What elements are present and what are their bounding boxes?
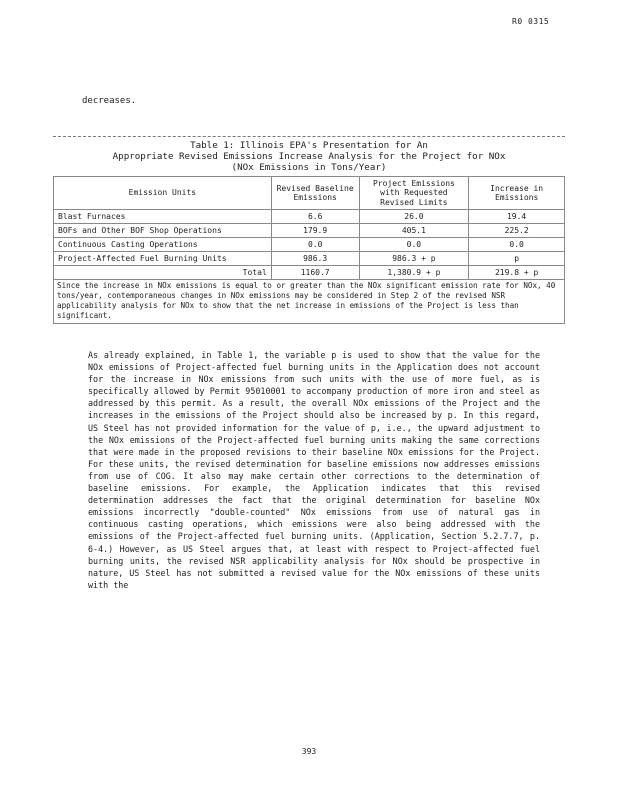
- emissions-table: [53, 176, 565, 280]
- table-top-rule: [53, 136, 565, 137]
- table-row: [54, 252, 565, 266]
- page-id: R0 0315: [512, 17, 550, 26]
- table-total-row: [54, 266, 565, 280]
- table-note: Since the increase in NOx emissions is equal to or greater than the NOx significant emission rate for NOx, 40 tons/year, contemporaneous changes in NOx emissions may be considered in Step 2 of the revised NSR applicability analysis for NOx to show that the net increase in emissions of the Project is less than significant.: [53, 280, 565, 324]
- header-emission-units: Emission Units: [54, 177, 272, 210]
- table-title-line-2: Appropriate Revised Emissions Increase Analysis for the Project for NOx: [112, 151, 506, 162]
- cell-project: 26.0: [359, 210, 469, 224]
- table-title-line-3: (NOx Emissions in Tons/Year): [231, 162, 387, 173]
- cell-unit: Continuous Casting Operations: [54, 238, 272, 252]
- cell-baseline: 179.9: [271, 224, 359, 238]
- total-increase: 219.8 + p: [469, 266, 565, 280]
- table-title: [53, 140, 565, 173]
- body-paragraph: As already explained, in Table 1, the variable p is used to show that the value for the NOx emissions of Project-affected fuel burning units in the Application does not account for the increase in NOx emissions from such units with the use of more fuel, as is specifically allowed by Permit 95010001 to accompany production of more iron and steel as addressed by this permit. As a result, the overall NOx emissions of the Project and the increases in the emissions of the Project should also be increased by p. In this regard, US Steel has not provided information for the value of p, i.e., the upward adjustment to the NOx emissions of the Project-affected fuel burning units making the same corrections that were made in the proposed revisions to their baseline NOx emissions for the Project. For these units, the revised determination for baseline emissions now addresses emissions from use of COG. It also may make certain other corrections to the determination of baseline emissions. For example, the Application indicates that this revised determination addresses the fact that the original determination for baseline NOx emissions incorrectly "double-counted" NOx emissions from use of natural gas in continuous casting operations, which emissions were also being addressed with the emissions of the Project-affected fuel burning units. (Application, Section 5.2.7.7, p. 6-4.) However, as US Steel argues that, at least with respect to Project-affected fuel burning units, the revised NSR applicability analysis for NOx should be prospective in nature, US Steel has not submitted a revised value for the NOx emissions of these units with the: [88, 350, 540, 590]
- total-baseline: 1160.7: [271, 266, 359, 280]
- header-increase: Increase in Emissions: [469, 177, 565, 210]
- header-revised-baseline: Revised Baseline Emissions: [271, 177, 359, 210]
- cell-project: 986.3 + p: [359, 252, 469, 266]
- continued-text: decreases.: [82, 96, 137, 106]
- cell-baseline: 986.3: [271, 252, 359, 266]
- cell-project: 405.1: [359, 224, 469, 238]
- table-row: [54, 210, 565, 224]
- cell-increase: p: [469, 252, 565, 266]
- table-title-line-1: Table 1: Illinois EPA's Presentation for An: [190, 140, 428, 151]
- table-row: [54, 238, 565, 252]
- cell-unit: Project-Affected Fuel Burning Units: [54, 252, 272, 266]
- cell-project: 0.0: [359, 238, 469, 252]
- header-project-emissions: Project Emissions with Requested Revised Limits: [359, 177, 469, 210]
- table-header-row: [54, 177, 565, 210]
- cell-increase: 19.4: [469, 210, 565, 224]
- cell-unit: BOFs and Other BOF Shop Operations: [54, 224, 272, 238]
- page-number: 393: [301, 747, 317, 756]
- total-label: Total: [54, 266, 272, 280]
- total-project: 1,380.9 + p: [359, 266, 469, 280]
- cell-baseline: 0.0: [271, 238, 359, 252]
- table-row: [54, 224, 565, 238]
- emissions-table-block: [53, 136, 565, 324]
- cell-increase: 225.2: [469, 224, 565, 238]
- cell-baseline: 6.6: [271, 210, 359, 224]
- cell-unit: Blast Furnaces: [54, 210, 272, 224]
- cell-increase: 0.0: [469, 238, 565, 252]
